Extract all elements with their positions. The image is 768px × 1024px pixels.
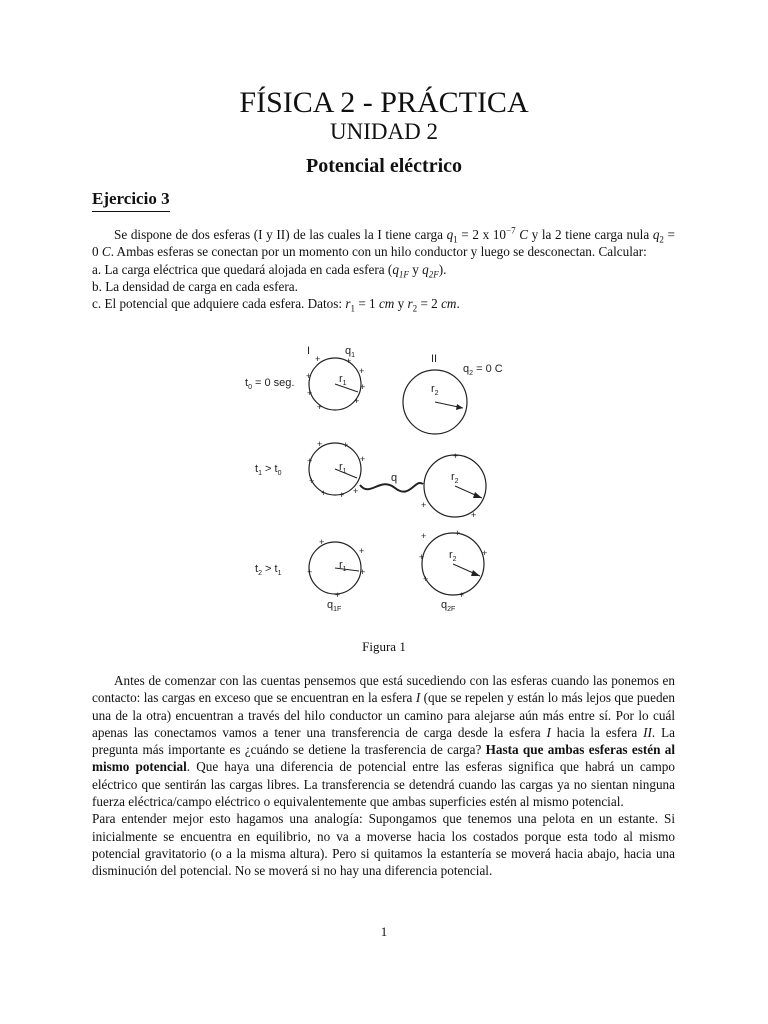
label-sphere-I: I [307, 345, 311, 357]
svg-text:+: + [307, 567, 313, 577]
svg-text:+: + [343, 440, 349, 450]
svg-text:+: + [307, 388, 313, 398]
label-r2-t2: $r_2$ [449, 549, 457, 563]
arrowhead-r2-t0 [456, 404, 463, 410]
label-wire-q: q [391, 472, 398, 484]
arrowhead-r2-t1 [473, 492, 482, 498]
svg-text:+: + [335, 590, 341, 600]
label-q1: $q_1$ [345, 345, 356, 359]
svg-text:+: + [360, 567, 366, 577]
svg-text:+: + [353, 486, 359, 496]
svg-text:+: + [307, 456, 313, 466]
explanation-paragraph: Antes de comenzar con las cuentas pensemos que está sucediendo con las esferas cuando las ponemos en contacto: las cargas en exceso que se encuentran en la esfera I (que se repelen y están lo más lejos que pueden una de la otra) encuentran a través del hilo conductor un camino para alejarse aún más entre sí. Por lo cuál apenas las conectamos vamos a tener una transferencia de carga desde la esfera I hacia la esfera II. La pregunta más importante es ¿cuándo se detiene la trasferencia de carga? Hasta que ambas esferas estén al mismo potencial. Que haya una diferencia de potencial entre las esferas significa que habrá un campo eléctrico que sentirán las cargas libres. La transferencia se detendrá cuando las cargas ya no sientan ninguna fuerza eléctrica/campo eléctrico o equivalentemente que ambas superficies estén al mismo potencial. [92, 673, 676, 810]
svg-text:+: + [482, 548, 488, 558]
svg-text:+: + [423, 574, 429, 584]
svg-text:+: + [471, 510, 477, 520]
item-b: b. La densidad de carga en cada esfera. [92, 278, 298, 294]
exercise-heading: Ejercicio 3 [92, 189, 170, 212]
label-q2F: $q_{2F}$ [441, 599, 456, 613]
conducting-wire [360, 483, 423, 492]
svg-text:+: + [321, 488, 327, 498]
document-subtitle: UNIDAD 2 [330, 119, 438, 144]
svg-text:+: + [346, 356, 352, 366]
svg-text:+: + [339, 490, 345, 500]
label-sphere-II: II [431, 353, 438, 365]
label-q1F: $q_{1F}$ [327, 599, 342, 613]
svg-text:+: + [315, 354, 321, 364]
svg-text:+: + [419, 552, 425, 562]
label-r2-t0: $r_2$ [431, 383, 439, 397]
svg-text:+: + [421, 531, 427, 541]
label-r1-t0: $r_1$ [339, 373, 347, 387]
svg-text:+: + [360, 382, 366, 392]
charges-sphere-I-t0 [306, 354, 365, 412]
label-t1: $t_1 > t_0$ [255, 463, 282, 477]
svg-text:+: + [459, 590, 465, 600]
label-t2: $t_2 > t_1$ [255, 563, 282, 577]
exercise-statement [92, 226, 675, 312]
label-q2-zero: $q_2 = 0$ C [463, 363, 503, 377]
section-title: Potencial eléctrico [305, 155, 463, 177]
figure-1-diagram [235, 338, 535, 618]
label-r2-t1: $r_2$ [451, 471, 459, 485]
document-title: FÍSICA 2 - PRÁCTICA [239, 86, 529, 119]
label-r1-t2: $r_1$ [339, 559, 347, 573]
figure-caption: Figura 1 [362, 639, 406, 654]
svg-text:+: + [455, 528, 461, 538]
page-number: 1 [380, 924, 388, 939]
explanation-text [92, 672, 675, 880]
svg-text:+: + [306, 371, 312, 381]
statement-paragraph: Se dispone de dos esferas (I y II) de las cuales la I tiene carga $q_1 = 2$ x $10^{-7}$ C y la 2 tiene carga nula $q_2 = 0$ C. Ambas esferas se conectan por un momento con un hilo conductor y luego se desconectan. Calcular: [92, 225, 675, 260]
svg-text:+: + [421, 500, 427, 510]
svg-text:+: + [319, 537, 325, 547]
svg-text:+: + [309, 476, 315, 486]
analogy-paragraph: Para entender mejor esto hagamos una analogía: Supongamos que tenemos una pelota en un estante. Si inicialmente se encuentra en equilibrio, no va a moverse hacia los costados porque esta todo al mismo potencial gravitatorio (o a la misma altura). Pero si quitamos la estantería se moverá hacia abajo, hacia una disminución del potencial. No se moverá si no hay una diferencia potencial. [92, 811, 675, 879]
svg-text:+: + [360, 454, 366, 464]
label-t0: $t_0 = 0$ seg. [245, 377, 295, 391]
label-r1-t1: $r_1$ [339, 461, 347, 475]
svg-text:+: + [453, 451, 459, 461]
charges-sphere-II-t1 [421, 451, 476, 520]
svg-text:+: + [317, 402, 323, 412]
svg-text:+: + [354, 396, 360, 406]
svg-text:+: + [359, 546, 365, 556]
svg-text:+: + [359, 366, 365, 376]
svg-text:+: + [317, 439, 323, 449]
item-c: c. El potencial que adquiere cada esfera. Datos: $r_1 = 1$ cm y $r_2 = 2$ cm. [92, 296, 460, 314]
item-a: a. La carga eléctrica que quedará alojada en cada esfera ($q_{1F}$ y $q_{2F}$). [92, 261, 447, 280]
arrowhead-r2-t2 [471, 570, 480, 576]
